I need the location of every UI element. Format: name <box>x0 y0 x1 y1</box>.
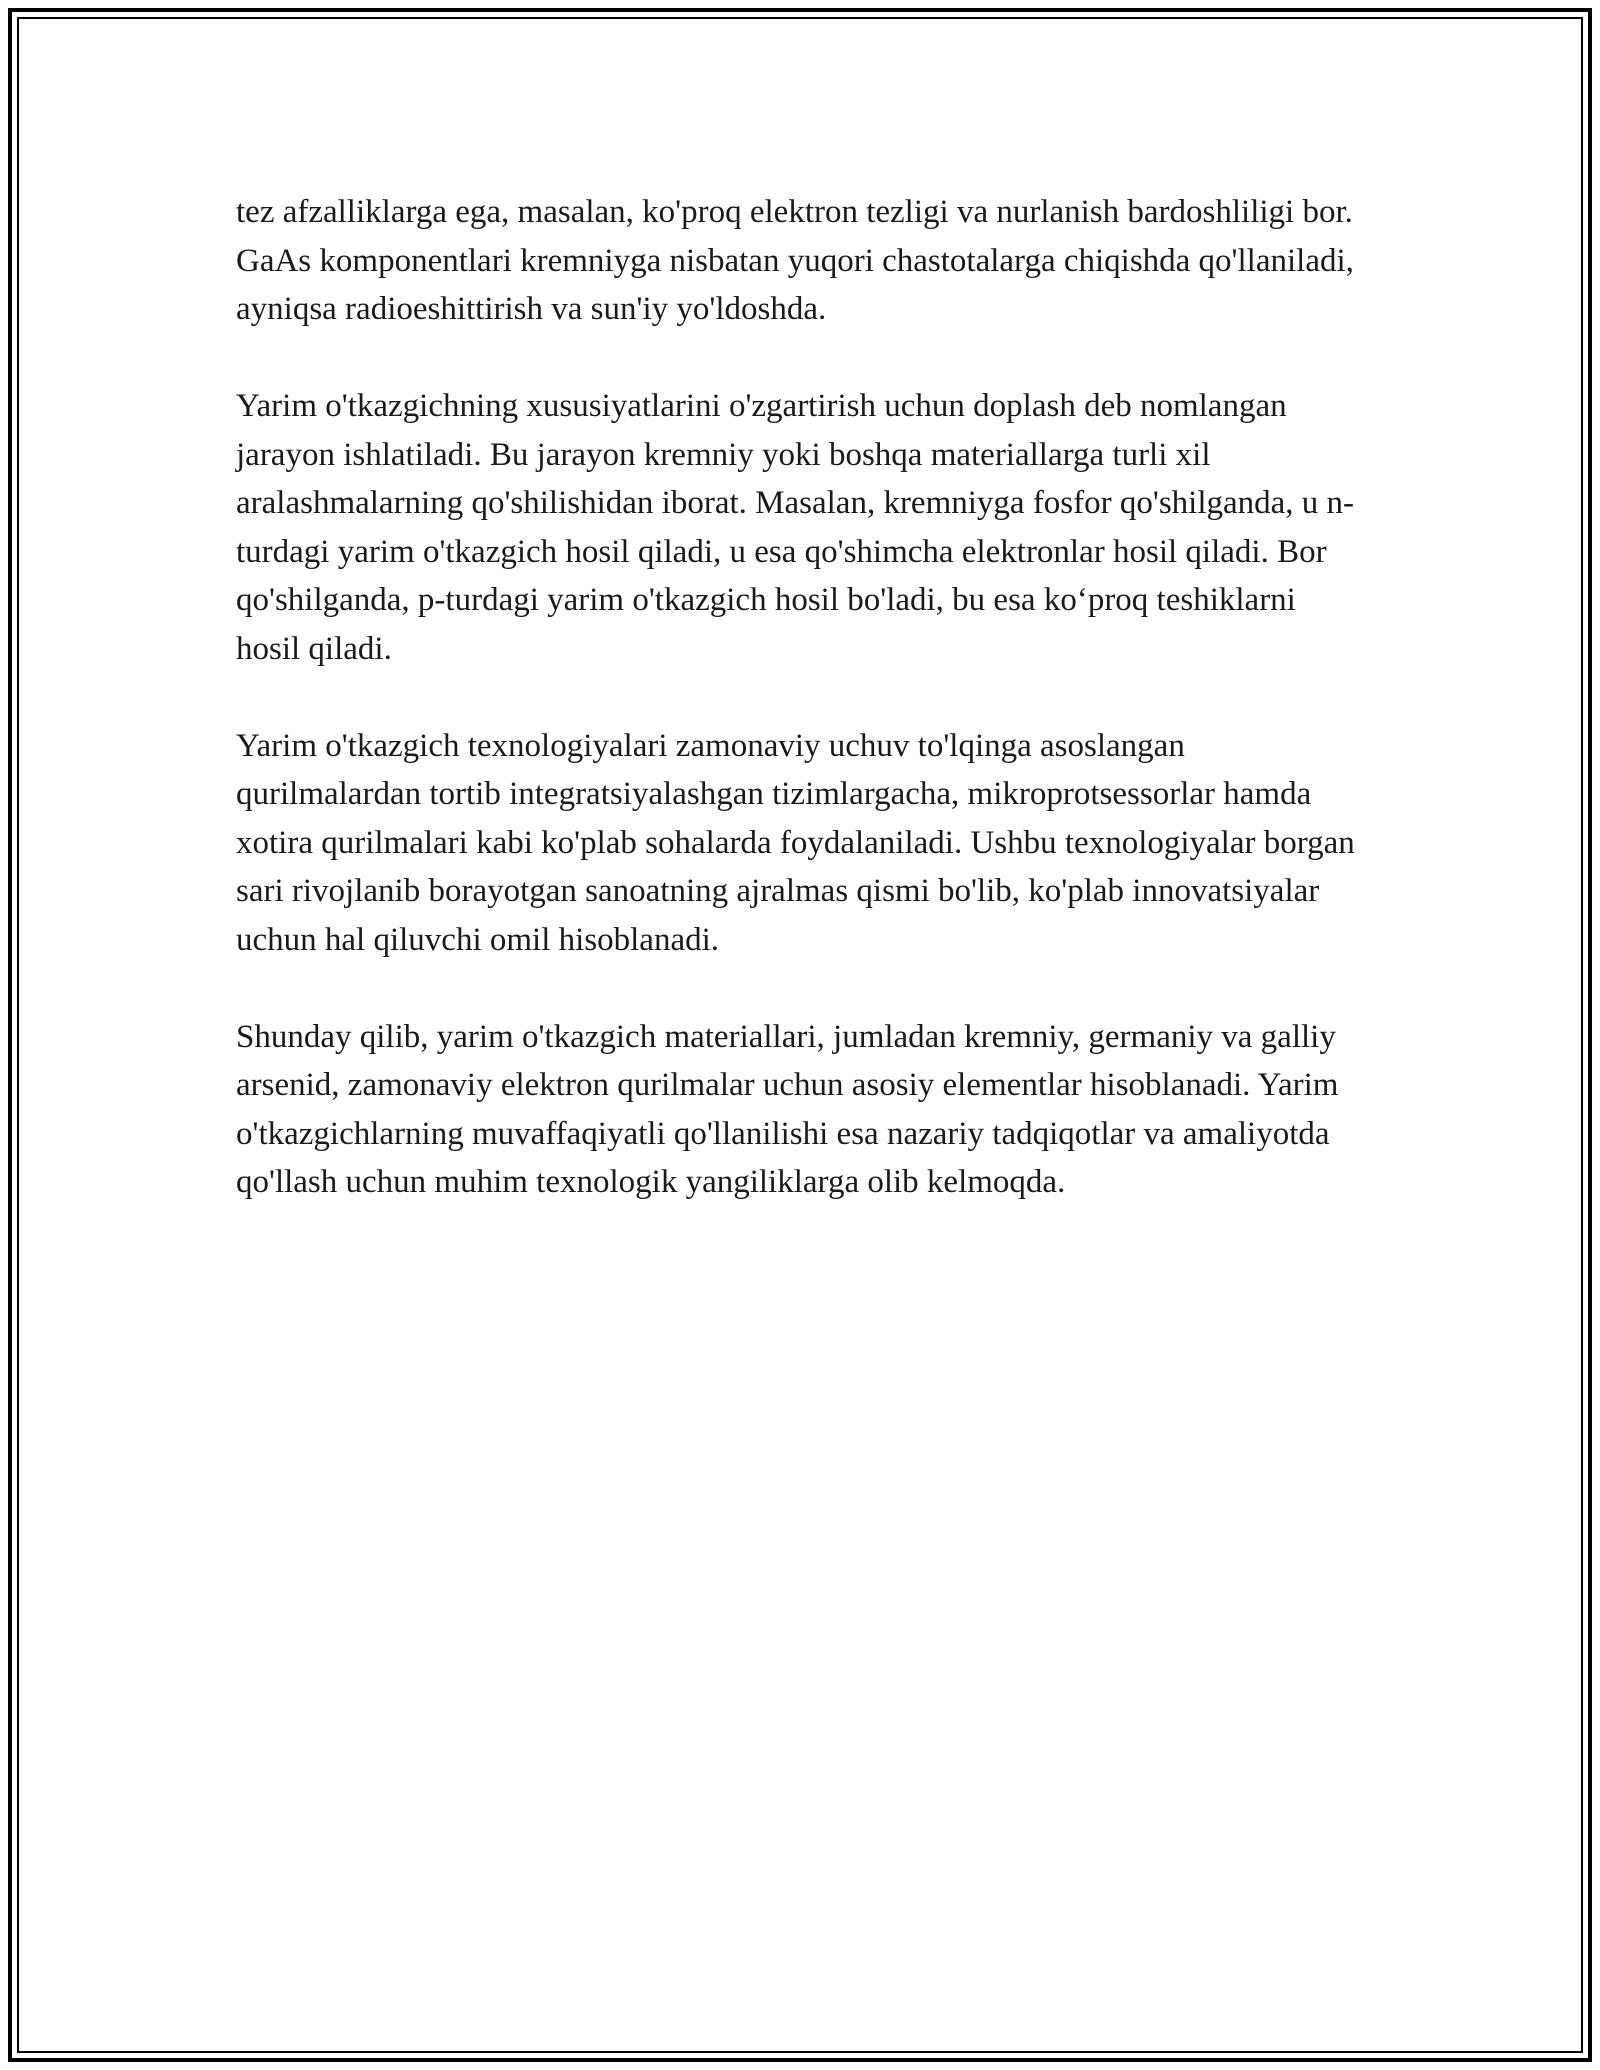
paragraph-1: tez afzalliklarga ega, masalan, ko'proq elektron tezligi va nurlanish bardoshliligi bor. GaAs komponentlari kremniyga nisbatan yuqori chastotalarga chiqishda qo'llaniladi, ayniqsa radioeshittirish va sun'iy yo'ldoshda. <box>236 194 1354 327</box>
document-body <box>236 188 1366 1255</box>
paragraph-4: Shunday qilib, yarim o'tkazgich materiallari, jumladan kremniy, germaniy va galliy arsenid, zamonaviy elektron qurilmalar uchun asosiy elementlar hisoblanadi. Yarim o'tkazgichlarning muvaffaqiyatli qo'llanilishi esa nazariy tadqiqotlar va amaliyotda qo'llash uchun muhim texnologik yangiliklarga olib kelmoqda. <box>236 1018 1339 1200</box>
paragraph-2: Yarim o'tkazgichning xususiyatlarini o'zgartirish uchun doplash deb nomlangan jarayon ishlatiladi. Bu jarayon kremniy yoki boshqa materiallarga turli xil aralashmalarning qo'shilishidan iborat. Masalan, kremniyga fosfor qo'shilganda, u n-turdagi yarim o'tkazgich hosil qiladi, u esa qo'shimcha elektronlar hosil qiladi. Bor qo'shilganda, p-turdagi yarim o'tkazgich hosil bo'ladi, bu esa ko‘proq teshiklarni hosil qiladi. <box>236 388 1355 667</box>
paragraph-3: Yarim o'tkazgich texnologiyalari zamonaviy uchuv to'lqinga asoslangan qurilmalardan tortib integratsiyalashgan tizimlargacha, mikroprotsessorlar hamda xotira qurilmalari kabi ko'plab sohalarda foydalaniladi. Ushbu texnologiyalar borgan sari rivojlanib borayotgan sanoatning ajralmas qismi bo'lib, ko'plab innovatsiyalar uchun hal qiluvchi omil hisoblanadi. <box>236 727 1355 958</box>
